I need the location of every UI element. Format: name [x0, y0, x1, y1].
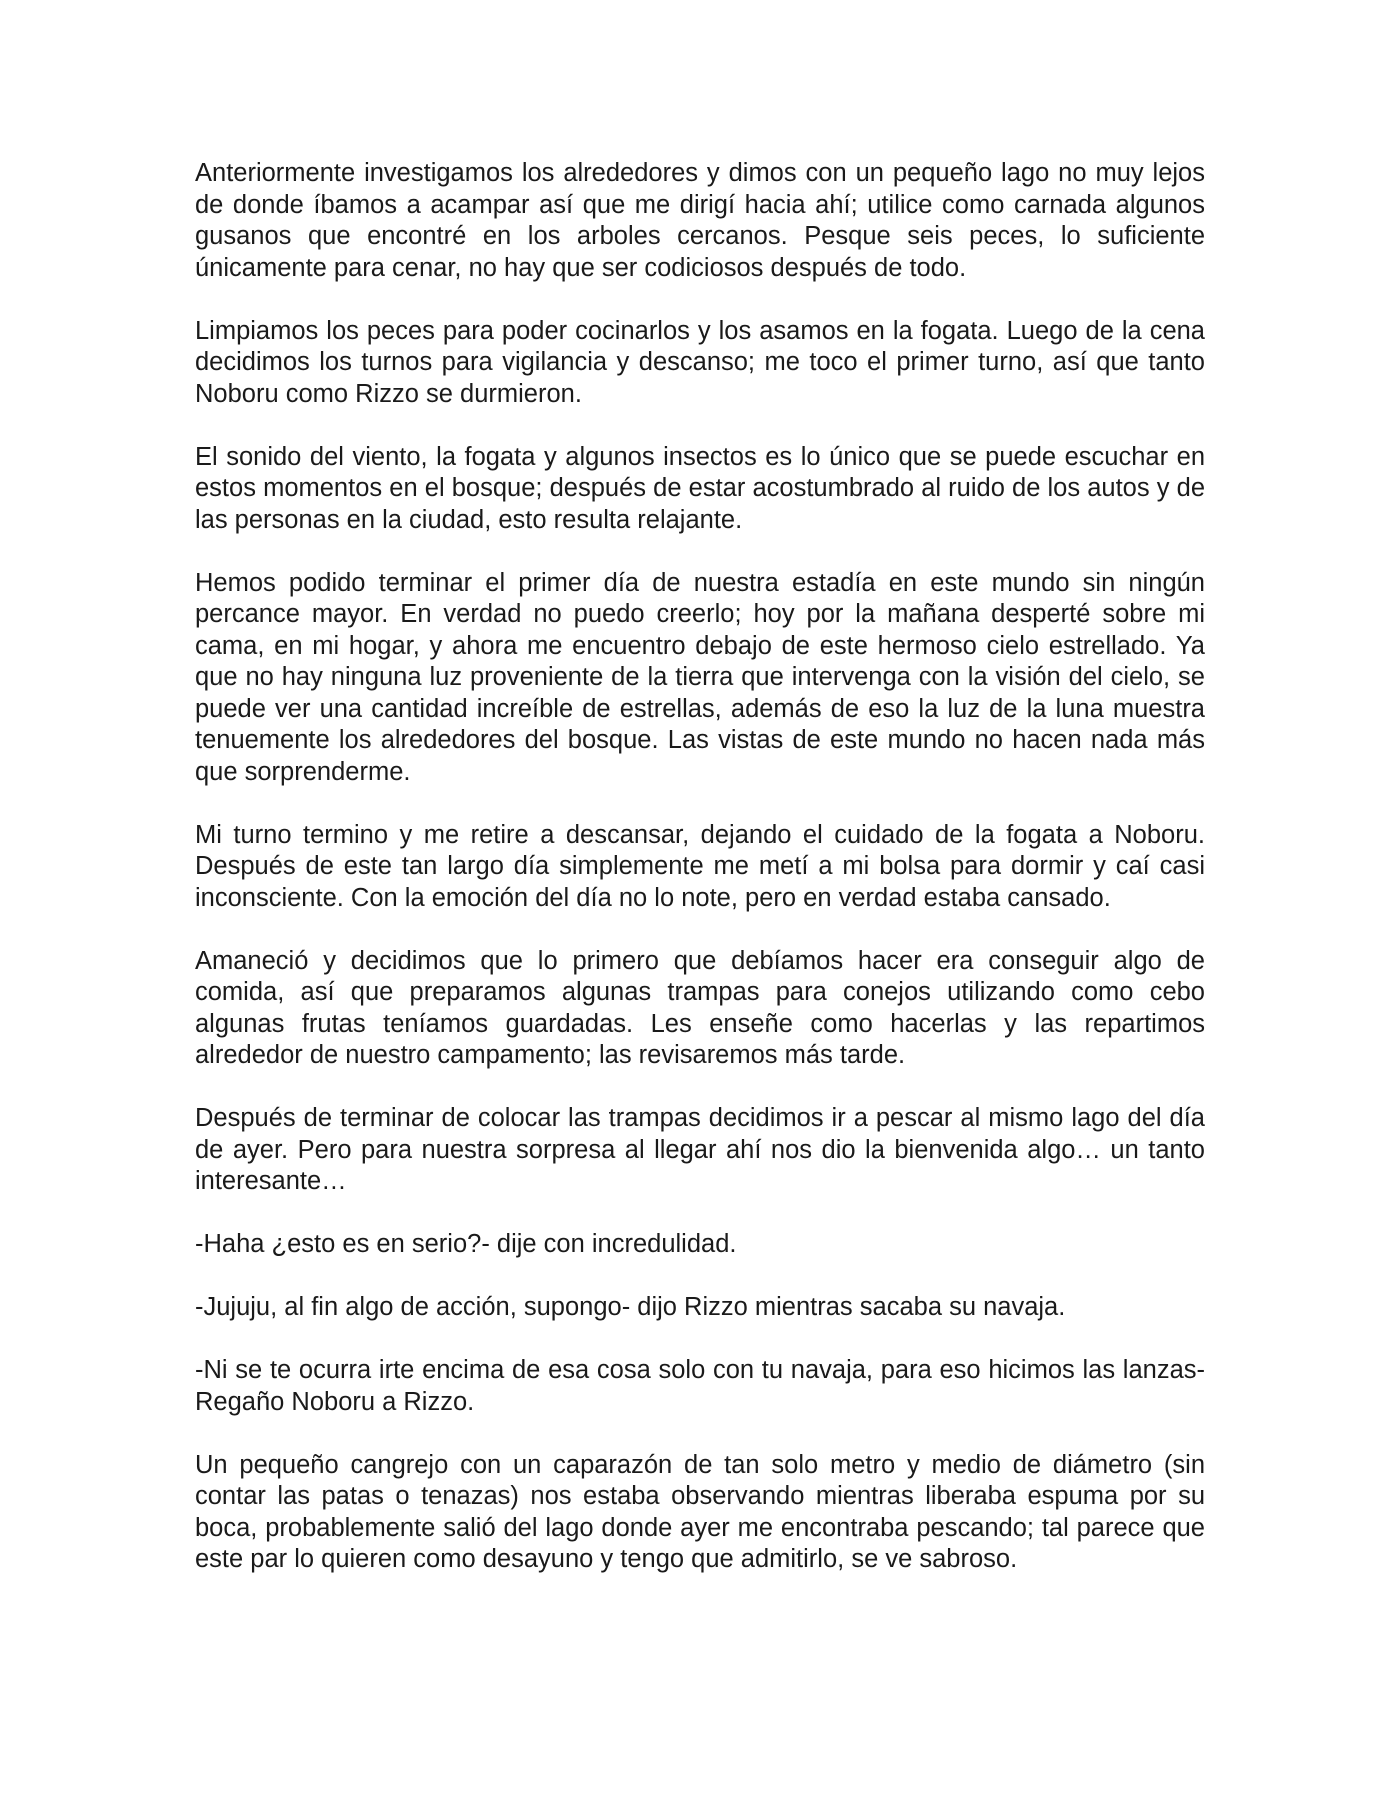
paragraph-traps: Amaneció y decidimos que lo primero que debíamos hacer era conseguir algo de comida, así que preparamos algunas trampas para conejos utilizando como cebo algunas frutas teníamos guardadas. Les enseñe como hacerlas y las repartimos alrededor de nuestro campamento; las revisaremos más tarde.	[195, 946, 1205, 1069]
paragraph-surprise: Después de terminar de colocar las trampas decidimos ir a pescar al mismo lago del día de ayer. Pero para nuestra sorpresa al llegar ahí nos dio la bienvenida algo… un tanto interesante…	[195, 1104, 1205, 1195]
paragraph-crab: Un pequeño cangrejo con un caparazón de tan solo metro y medio de diámetro (sin contar las patas o tenazas) nos estaba observando mientras liberaba espuma por su boca, probablemente salió del lago donde ayer me encontraba pescando; tal parece que este par lo quieren como desayuno y tengo que admitirlo, se ve sabroso.	[195, 1450, 1205, 1573]
document-page	[195, 158, 1205, 1607]
paragraph-rest: Mi turno termino y me retire a descansar, dejando el cuidado de la fogata a Noboru. Después de este tan largo día simplemente me metí a mi bolsa para dormir y caí casi inconsciente. Con la emoción del día no lo note, pero en verdad estaba cansado.	[195, 820, 1205, 912]
paragraph-forest-sounds: El sonido del viento, la fogata y algunos insectos es lo único que se puede escuchar en estos momentos en el bosque; después de estar acostumbrado al ruido de los autos y de las personas en la ciudad, esto resulta relajante.	[195, 442, 1205, 534]
paragraph-lake-fishing: Anteriormente investigamos los alrededores y dimos con un pequeño lago no muy lejos de donde íbamos a acampar así que me dirigí hacia ahí; utilice como carnada algunos gusanos que encontré en los arboles cercanos. Pesque seis peces, lo suficiente únicamente para cenar, no hay que ser codiciosos después de todo.	[195, 159, 1205, 282]
dialogue-line-3: -Ni se te ocurra irte encima de esa cosa solo con tu navaja, para eso hicimos las lanzas- Regaño Noboru a Rizzo.	[195, 1356, 1205, 1416]
dialogue-line-1: -Haha ¿esto es en serio?- dije con incredulidad.	[195, 1230, 737, 1258]
paragraph-dinner-shifts: Limpiamos los peces para poder cocinarlos y los asamos en la fogata. Luego de la cena decidimos los turnos para vigilancia y descanso; me toco el primer turno, así que tanto Noboru como Rizzo se durmieron.	[195, 316, 1205, 408]
paragraph-starry-sky: Hemos podido terminar el primer día de nuestra estadía en este mundo sin ningún percance mayor. En verdad no puedo creerlo; hoy por la mañana desperté sobre mi cama, en mi hogar, y ahora me encuentro debajo de este hermoso cielo estrellado. Ya que no hay ninguna luz proveniente de la tierra que intervenga con la visión del cielo, se puede ver una cantidad increíble de estrellas, además de eso la luz de la luna muestra tenuemente los alrededores del bosque. Las vistas de este mundo no hacen nada más que sorprenderme.	[195, 568, 1205, 786]
dialogue-line-2: -Jujuju, al fin algo de acción, supongo- dijo Rizzo mientras sacaba su navaja.	[195, 1293, 1066, 1321]
